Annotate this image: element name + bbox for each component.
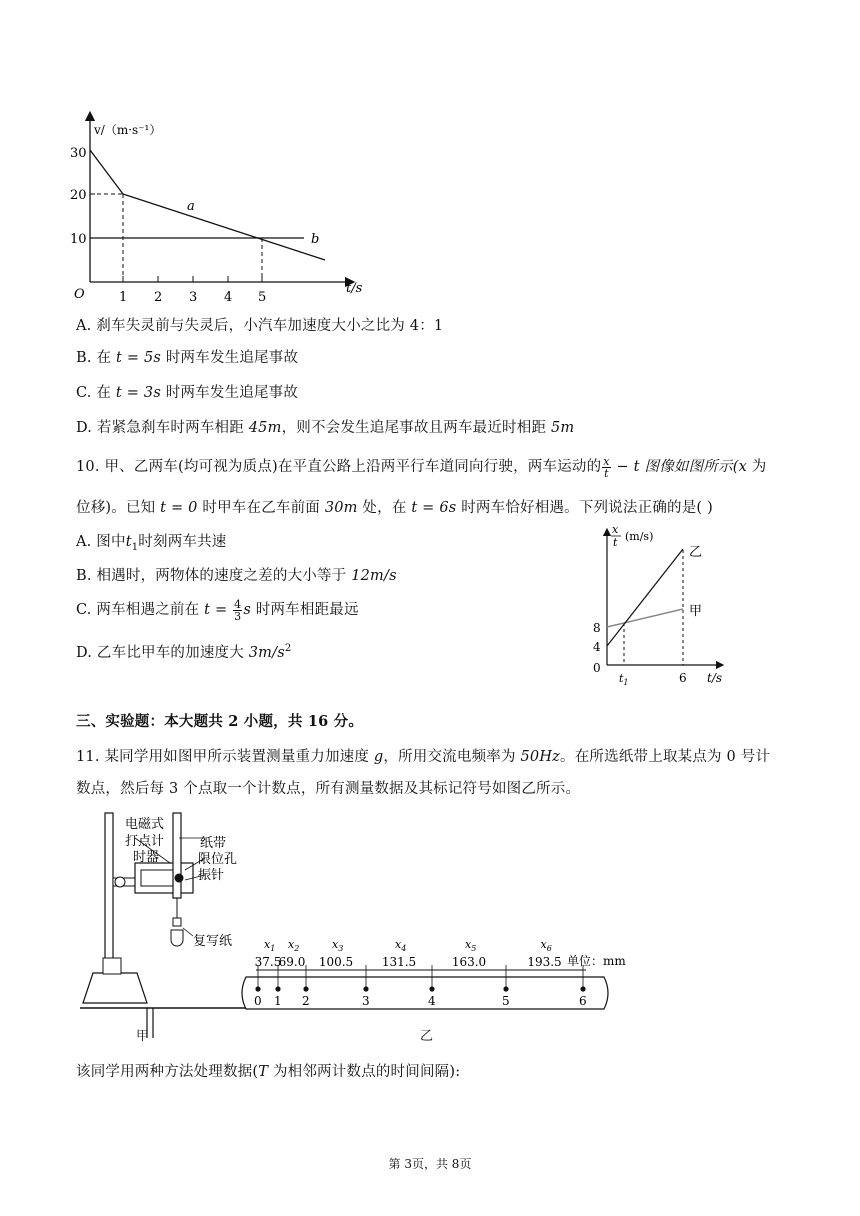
tape-point (580, 986, 585, 991)
page-footer: 第 3页，共 8页 (388, 1157, 472, 1171)
q9-option-a: A. 刹车失灵前与失灵后，小汽车加速度大小之比为 4：1 (76, 318, 444, 334)
tape-segment-symbol: $x_4$ (395, 938, 407, 953)
label-tape: 纸带 (200, 836, 227, 851)
q11-stem-line1 (76, 745, 770, 766)
tape-point-label: 1 (274, 994, 282, 1008)
q10-option-c-fraction (233, 599, 242, 622)
y-tick-20: 20 (70, 188, 87, 203)
q10-option-c-math: t = (204, 602, 233, 618)
q11-after-part: 该同学用两种方法处理数据( (76, 1064, 259, 1080)
q10-option-c (76, 598, 359, 622)
q10-option-b (76, 564, 397, 585)
x-tick-2: 2 (154, 290, 163, 305)
tape-segment-value: 163.0 (451, 955, 487, 969)
tape-point (503, 986, 508, 991)
line-a (90, 150, 325, 260)
q9-option-c-post: 时两车发生追尾事故 (160, 385, 299, 401)
frac-num: 4 (234, 597, 242, 611)
q9-option-b (76, 346, 298, 367)
q10-stem-part: 10. 甲、乙两车(均可视为质点)在平直公路上沿两平行车道同向行驶，两车运动的 (76, 459, 602, 475)
q10-option-a (76, 530, 227, 553)
vt-graph (60, 110, 380, 310)
tape-segment-symbol: $x_6$ (540, 938, 552, 953)
q9-option-c (76, 381, 298, 402)
label-timer-2: 打点计 (125, 834, 165, 849)
q10-option-a-sub: 1 (131, 541, 139, 553)
origin-label: 0 (593, 661, 601, 675)
tape-point (429, 986, 434, 991)
q10-stem-line1 (76, 455, 766, 479)
line-a-label: a (187, 199, 195, 214)
q9-option-b-math: t = 5s (115, 350, 162, 366)
frac-den: t (604, 466, 609, 480)
tape-segment-symbol: $x_2$ (288, 938, 300, 953)
q10-stem-part: 为 (746, 459, 767, 475)
tape-point-label: 4 (428, 994, 436, 1008)
q10-stem-part: 位移)。已知 (76, 500, 161, 516)
q10-option-b-math: 12m/s (351, 568, 397, 584)
tape-point-label: 5 (502, 994, 510, 1008)
q10-stem-part: 时两车恰好相遇。下列说法正确的是( ) (456, 500, 713, 516)
tape-segment-value: 131.5 (381, 955, 417, 969)
label-hole: 限位孔 (198, 852, 238, 867)
y-tick-10: 10 (70, 232, 87, 247)
q10-stem-part: 时甲车在乙车前面 (197, 500, 325, 516)
y-frac-den: t (613, 536, 618, 549)
q11-after-math: T (258, 1064, 269, 1080)
q10-stem-part: x (738, 459, 747, 475)
q10-stem-math: 30m (324, 500, 358, 516)
y-unit: (m/s) (625, 530, 654, 543)
tape-figure (236, 935, 646, 1025)
y-tick-8: 8 (593, 621, 601, 635)
y-frac-num: x (612, 523, 619, 536)
q10-option-a-pre: A. 图中 (76, 534, 126, 550)
q10-option-d-math: 3m/s (248, 645, 285, 661)
x-tick-4: 4 (224, 290, 233, 305)
q11-stem-line2: 数点，然后每 3 个点取一个计数点，所有测量数据及其标记符号如图乙所示。 (76, 781, 581, 797)
tape-point (303, 986, 308, 991)
q11-stem-math: 50Hz (520, 749, 561, 765)
x-tick-1: 1 (119, 290, 128, 305)
label-timer-3: 时器 (133, 850, 160, 865)
q10-option-c-unit: s (243, 602, 251, 618)
x-tick-t1 (619, 672, 629, 687)
label-carbon: 复写纸 (193, 934, 233, 949)
tape-segment-value: 37.5 (254, 955, 282, 969)
apparatus-caption: 甲 (136, 1029, 150, 1044)
tape-point-label: 3 (362, 994, 370, 1008)
q9-option-d-mid: ，则不会发生追尾事故且两车最近时相距 (281, 420, 551, 436)
y-tick-30: 30 (70, 146, 87, 161)
q10-option-c-pre: C. 两车相遇之前在 (76, 602, 205, 618)
q10-option-a-math: t (125, 534, 132, 550)
q10-stem-part: − t 图像如图所示( (611, 459, 739, 475)
x-tick-3: 3 (189, 290, 198, 305)
q10-option-d-sup: 2 (284, 643, 292, 655)
tape-point (275, 986, 280, 991)
line-b-label: b (311, 232, 320, 247)
q11-stem-math: g (373, 749, 384, 765)
label-yi: 乙 (689, 545, 703, 560)
tape-point (363, 986, 368, 991)
line-yi (607, 549, 683, 646)
tape-segment-value: 100.5 (318, 955, 354, 969)
line-jia (607, 609, 683, 627)
tape-unit: 单位：mm (567, 954, 626, 968)
q11-after-figure (76, 1060, 460, 1081)
q10-stem-math: t = 0 (160, 500, 198, 516)
q9-option-b-pre: B. 在 (76, 350, 116, 366)
q9-option-c-math: t = 3s (115, 385, 161, 401)
tape-caption: 乙 (420, 1029, 434, 1044)
label-needle: 振针 (198, 868, 225, 883)
label-timer-1: 电磁式 (125, 817, 165, 832)
tape-segment-value: 69.0 (278, 955, 306, 969)
tape-segment-symbol: $x_1$ (264, 938, 276, 953)
x-axis-label: t/s (707, 671, 723, 685)
q10-option-b-pre: B. 相遇时，两物体的速度之差的大小等于 (76, 568, 352, 584)
q10-stem-line2 (76, 496, 713, 517)
frac-num: x (603, 454, 610, 468)
q10-stem-part: 处，在 (357, 500, 412, 516)
q10-option-a-post: 时刻两车共速 (138, 534, 227, 550)
tape-segment-symbol: $x_5$ (465, 938, 477, 953)
section-heading: 三、实验题：本大题共 2 小题，共 16 分。 (76, 713, 364, 730)
q10-option-c-post: 时两车相距最远 (250, 602, 359, 618)
tape-segment-symbol: $x_3$ (332, 938, 344, 953)
q10-fraction (602, 456, 610, 479)
q9-option-d-math2: 5m (550, 420, 575, 436)
tape-point-label: 2 (302, 994, 310, 1008)
xt-graph (585, 520, 745, 690)
q10-option-d-pre: D. 乙车比甲车的加速度大 (76, 645, 249, 661)
x-tick-t: t (619, 672, 624, 685)
tape-point-label: 0 (254, 994, 262, 1008)
q9-option-c-pre: C. 在 (76, 385, 116, 401)
q10-stem-math: t = 6s (411, 500, 457, 516)
x-axis-label: t/s (346, 281, 363, 296)
tape-point (255, 986, 260, 991)
q9-option-d (76, 416, 574, 437)
q9-option-b-post: 时两车发生追尾事故 (161, 350, 299, 366)
q11-stem-part: 11. 某同学用如图甲所示装置测量重力加速度 (76, 749, 374, 765)
q11-stem-part: 。在所选纸带上取某点为 0 号计 (560, 749, 771, 765)
y-axis-label: v/（m·s⁻¹） (94, 123, 162, 137)
q10-option-d (76, 641, 291, 662)
q11-after-part: 为相邻两计数点的时间间隔): (268, 1064, 461, 1080)
frac-den: 3 (234, 609, 242, 623)
q9-option-d-math: 45m (248, 420, 282, 436)
x-tick-5: 5 (258, 290, 267, 305)
x-tick-t-sub: 1 (623, 678, 629, 687)
q11-stem-part: ，所用交流电频率为 (383, 749, 521, 765)
q9-option-d-pre: D. 若紧急刹车时两车相距 (76, 420, 249, 436)
origin-label: O (74, 287, 85, 302)
tape-point-label: 6 (579, 994, 587, 1008)
y-tick-4: 4 (593, 640, 601, 654)
tape-segment-value: 193.5 (527, 955, 562, 969)
label-jia: 甲 (689, 604, 703, 619)
x-tick-6: 6 (679, 671, 687, 685)
